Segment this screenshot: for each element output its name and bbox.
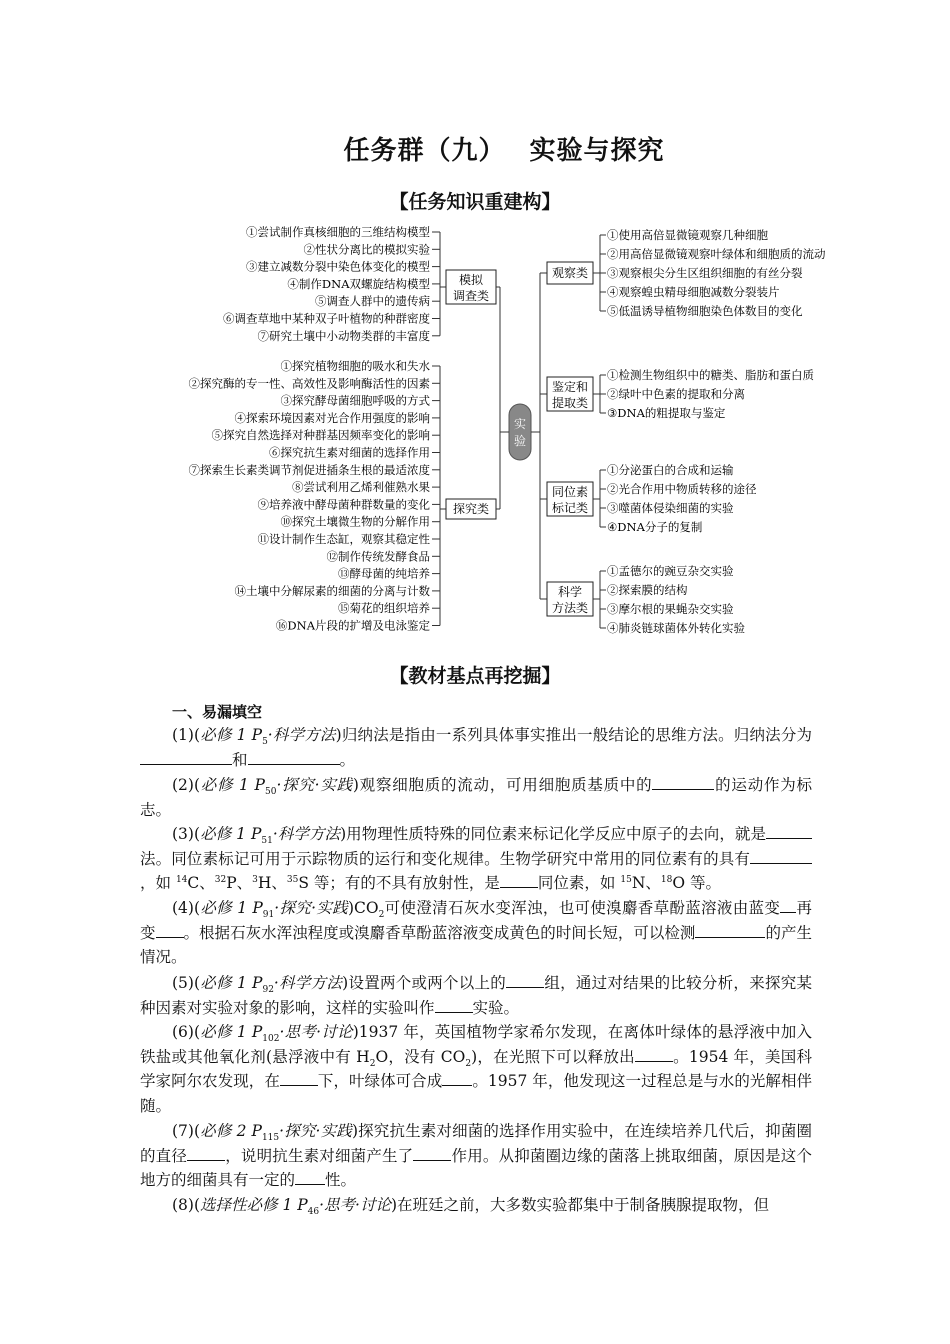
left-item: ③建立减数分裂中染色体变化的模型 bbox=[246, 259, 430, 274]
left-item: ⑮菊花的组织培养 bbox=[338, 601, 430, 616]
left-item: ⑩探究土壤微生物的分解作用 bbox=[280, 514, 430, 529]
left-item: ①探究植物细胞的吸水和失水 bbox=[280, 359, 430, 373]
right-item: ①分泌蛋白的合成和运输 bbox=[607, 463, 734, 477]
left-item: ①尝试制作真核细胞的三维结构模型 bbox=[246, 225, 430, 239]
left-item: ⑤探究自然选择对种群基因频率变化的影响 bbox=[211, 428, 430, 443]
subsection-title: 一、易漏填空 bbox=[172, 703, 263, 721]
blank[interactable] bbox=[140, 750, 232, 765]
section-title-textbook: 【教材基点再挖掘】 bbox=[389, 665, 561, 687]
right-item: ①使用高倍显微镜观察几种细胞 bbox=[607, 228, 768, 242]
blank[interactable] bbox=[506, 973, 544, 988]
blank[interactable] bbox=[280, 1071, 318, 1086]
right-item: ④观察蝗虫精母细胞减数分裂装片 bbox=[607, 285, 780, 299]
blank[interactable] bbox=[780, 898, 796, 913]
left-item: ⑨培养液中酵母菌种群数量的变化 bbox=[257, 497, 430, 512]
category-box-label: 探究类 bbox=[452, 502, 490, 516]
category-box-label: 调查类 bbox=[452, 289, 490, 303]
right-item: ③观察根尖分生区组织细胞的有丝分裂 bbox=[607, 266, 803, 280]
left-item: ②探究酶的专一性、高效性及影响酶活性的因素 bbox=[188, 376, 430, 391]
page-title: 任务群（九） 实验与探究 bbox=[343, 136, 665, 166]
right-item: ②用高倍显微镜观察叶绿体和细胞质的流动 bbox=[607, 247, 826, 261]
blank[interactable] bbox=[413, 1146, 451, 1161]
blank[interactable] bbox=[442, 1071, 472, 1086]
blank[interactable] bbox=[187, 1146, 225, 1161]
center-node-label: 验 bbox=[513, 434, 527, 448]
left-item: ⑪设计制作生态缸，观察其稳定性 bbox=[257, 532, 430, 546]
blank[interactable] bbox=[295, 1170, 325, 1185]
question-2: (2)(必修 1 $P_{50}\cdot$探究·实践)观察细胞质的流动，可用细胞质基质中的 的运动作为标志。 bbox=[140, 776, 812, 819]
question-4: (4)(必修 1 $P_{91}\cdot$探究·实践)$CO_2$可使澄清石灰水变浑浊，也可使溴麝香草酚蓝溶液由蓝变 再变 。根据石灰水浑浊程度或溴麝香草酚蓝溶液变成黄色的时间长短，可以检测 的产生情况。 bbox=[140, 899, 812, 967]
section-title-knowledge: 【任务知识重建构】 bbox=[389, 191, 561, 213]
blank[interactable] bbox=[750, 849, 812, 864]
center-node-label: 实 bbox=[513, 417, 527, 431]
left-item: ⑦探索生长素类调节剂促进插条生根的最适浓度 bbox=[188, 462, 430, 477]
question-8: (8)(选择性必修 1 $P_{46}\cdot$思考·讨论)在班廷之前，大多数实验都集中于制备胰腺提取物，但 bbox=[172, 1196, 770, 1218]
left-item: ⑭土壤中分解尿素的细菌的分离与计数 bbox=[234, 583, 430, 598]
question-7: (7)(必修 2 $P_{115}\cdot$探究·实践)探究抗生素对细菌的选择作用实验中，在连续培养几代后，抑菌圈的直径 ，说明抗生素对细菌产生了 作用。从抑菌圈边缘的菌落上挑取细菌，原因是这个地方的细菌具有一定的 性。 bbox=[140, 1122, 812, 1190]
mind-map bbox=[0, 215, 950, 645]
right-item: ④肺炎链球菌体外转化实验 bbox=[607, 621, 745, 635]
left-item: ⑬酵母菌的纯培养 bbox=[338, 566, 430, 581]
category-box-label: 方法类 bbox=[551, 601, 589, 615]
left-item: ⑥探究抗生素对细菌的选择作用 bbox=[269, 445, 430, 460]
left-item: ②性状分离比的模拟实验 bbox=[303, 242, 430, 257]
category-box-label: 鉴定和 bbox=[551, 380, 589, 394]
right-item: ②光合作用中物质转移的途径 bbox=[607, 482, 757, 496]
left-item: ⑥调查草地中某种双子叶植物的种群密度 bbox=[223, 311, 430, 326]
right-item: ②探索膜的结构 bbox=[607, 583, 688, 597]
question-3: (3)(必修 1 $P_{51}\cdot$科学方法)用物理性质特殊的同位素来标记化学反应中原子的去向，就是法。同位素标记可用于示踪物质的运行和变化规律。生物学研究中常用的同位素有的具有，如 $^{14}$C、$^{32}$P、$^3$H、$^{35}$S 等；有的不具有放射性，是 同位素，如 $^{15}$N、$^{18}$O 等。 bbox=[140, 822, 812, 896]
right-item: ⑤低温诱导植物细胞染色体数目的变化 bbox=[607, 304, 803, 318]
right-item: ①孟德尔的豌豆杂交实验 bbox=[607, 564, 734, 578]
left-item: ⑫制作传统发酵食品 bbox=[326, 549, 430, 564]
category-box-label: 同位素 bbox=[551, 485, 589, 499]
blank[interactable] bbox=[248, 750, 340, 765]
left-item: ⑦研究土壤中小动物类群的丰富度 bbox=[257, 328, 430, 343]
right-item: ③摩尔根的果蝇杂交实验 bbox=[607, 602, 734, 616]
left-item: ④探索环境因素对光合作用强度的影响 bbox=[234, 410, 430, 425]
right-item: ④DNA分子的复制 bbox=[607, 520, 703, 534]
category-box-label: 提取类 bbox=[551, 396, 589, 410]
left-item: ⑯DNA片段的扩增及电泳鉴定 bbox=[275, 618, 430, 633]
right-item: ③噬菌体侵染细菌的实验 bbox=[607, 501, 734, 515]
right-item: ②绿叶中色素的提取和分离 bbox=[607, 387, 745, 401]
blank[interactable] bbox=[156, 923, 184, 938]
right-item: ①检测生物组织中的糖类、脂肪和蛋白质 bbox=[607, 368, 814, 382]
blank[interactable] bbox=[652, 775, 714, 790]
center-node bbox=[509, 404, 531, 460]
category-box-label: 标记类 bbox=[551, 501, 589, 515]
left-item: ③探究酵母菌细胞呼吸的方式 bbox=[280, 393, 430, 408]
right-item: ③DNA的粗提取与鉴定 bbox=[607, 406, 726, 420]
blank[interactable] bbox=[766, 824, 812, 839]
blank[interactable] bbox=[500, 873, 538, 888]
category-box-label: 观察类 bbox=[551, 266, 589, 280]
question-1: (1)(必修 1 $P_5\cdot$科学方法)归纳法是指由一系列具体事实推出一般结论的思维方法。归纳法分为和 。 bbox=[140, 723, 812, 772]
question-5: (5)(必修 1 $P_{92}\cdot$科学方法)设置两个或两个以上的 组，通过对结果的比较分析，来探究某种因素对实验对象的影响，这样的实验叫作 实验。 bbox=[140, 974, 812, 1017]
blank[interactable] bbox=[435, 998, 473, 1013]
category-box-label: 模拟 bbox=[458, 273, 484, 287]
question-6: (6)(必修 1 $P_{102}\cdot$思考·讨论)1937 年，英国植物学家希尔发现，在离体叶绿体的悬浮液中加入铁盐或其他氧化剂(悬浮液中有 $H_2O$，没有 $CO_2$)，在光照下可以释放出 。1954 年，美国科学家阿尔农发现，在 下，叶绿体可合成 。1957 年，他发现这一过程总是与水的光解相伴随。 bbox=[140, 1023, 812, 1116]
left-item: ⑤调查人群中的遗传病 bbox=[315, 294, 430, 309]
left-item: ④制作DNA双螺旋结构模型 bbox=[287, 276, 430, 291]
left-item: ⑧尝试利用乙烯利催熟水果 bbox=[292, 480, 430, 495]
blank[interactable] bbox=[695, 923, 765, 938]
blank[interactable] bbox=[635, 1047, 673, 1062]
category-box-label: 科学 bbox=[557, 585, 583, 599]
